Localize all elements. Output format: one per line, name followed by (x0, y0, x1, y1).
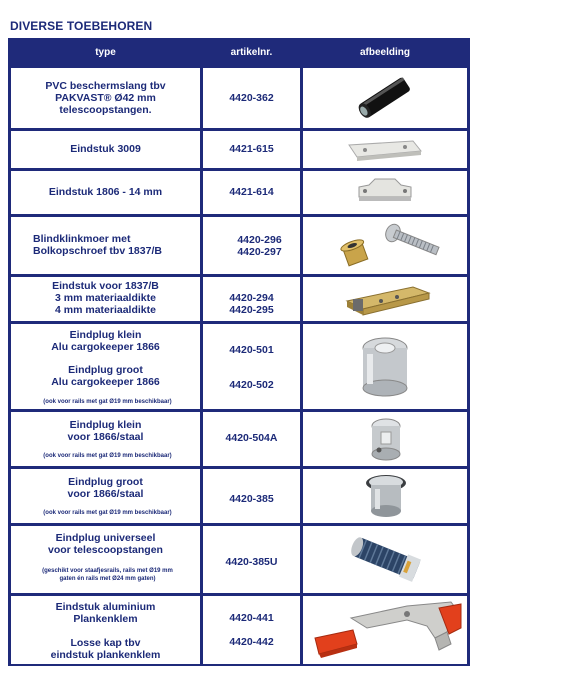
table-row (8, 412, 470, 466)
table-row (8, 526, 470, 593)
header-type: type (95, 47, 116, 58)
type-label: Eindstuk 3009 (70, 143, 141, 155)
article-number: 4420-504A (225, 432, 278, 444)
aluminium-end-plug-icon (355, 330, 415, 404)
universal-end-plug-icon (343, 534, 427, 582)
header-article: artikelnr. (230, 47, 273, 58)
large-steel-end-plug-icon (363, 471, 409, 521)
end-piece-1806-icon (355, 175, 415, 209)
table-row (8, 596, 470, 664)
channel-end-piece-icon (343, 279, 433, 319)
article-number: 4420-441 (229, 612, 274, 624)
table-row (8, 68, 470, 128)
type-label: Eindstuk 1806 - 14 mm (48, 186, 163, 198)
table-row (8, 131, 470, 168)
article-number: 4420-362 (229, 92, 274, 104)
availability-note: (ook voor rails met gat Ø19 mm beschikbaar) (43, 399, 172, 405)
article-number: 4420-502 (229, 379, 274, 391)
type-label-secondary: Losse kap tbv eindstuk plankenklem (50, 637, 161, 661)
type-label: Eindplug groot voor 1866/staal (67, 476, 144, 500)
type-label-secondary: Eindplug groot Alu cargokeeper 1866 (51, 364, 160, 388)
type-label: Eindplug klein Alu cargokeeper 1866 (51, 329, 160, 353)
small-steel-end-plug-icon (367, 416, 405, 464)
article-number: 4420-385 (229, 493, 274, 505)
page-title: DIVERSE TOEBEHOREN (10, 19, 153, 33)
table-row (8, 277, 470, 321)
availability-note: (ook voor rails met gat Ø19 mm beschikbaar) (43, 510, 172, 516)
accessories-table (8, 38, 470, 666)
type-label: PVC beschermslang tbv PAKVAST® Ø42 mm telescoopstangen. (45, 80, 166, 116)
article-number: 4420-385U (225, 556, 278, 568)
article-number: 4420-296 4420-297 (237, 234, 282, 258)
plank-clamp-icon (311, 598, 463, 662)
type-label: Eindplug klein voor 1866/staal (67, 419, 144, 443)
type-label: Blindklinkmoer met Bolkopschroef tbv 1837/B (33, 233, 162, 257)
table-header (8, 38, 470, 68)
end-piece-3009-icon (343, 135, 425, 163)
table-row (8, 217, 470, 274)
type-label: Eindplug universeel voor telescoopstangen (48, 532, 163, 556)
article-number: 4421-614 (229, 186, 274, 198)
article-number: 4420-294 4420-295 (229, 292, 274, 316)
type-label: Eindstuk aluminium Plankenklem (55, 601, 156, 625)
table-row (8, 324, 470, 409)
article-number: 4420-501 (229, 344, 274, 356)
availability-note: (ook voor rails met gat Ø19 mm beschikbaar) (43, 453, 172, 459)
rivet-nut-and-bolt-icon (337, 219, 447, 273)
table-row (8, 469, 470, 523)
availability-note: (geschikt voor staafjesrails, rails met Ø19 mm gaten én rails met Ø24 mm gaten) (42, 568, 173, 582)
table-row (8, 171, 470, 214)
header-image: afbeelding (359, 47, 410, 58)
article-number: 4421-615 (229, 143, 274, 155)
black-tube-icon (353, 76, 415, 120)
type-label: Eindstuk voor 1837/B 3 mm materiaaldikte 4 mm materiaaldikte (52, 280, 159, 316)
article-number: 4420-442 (229, 636, 274, 648)
